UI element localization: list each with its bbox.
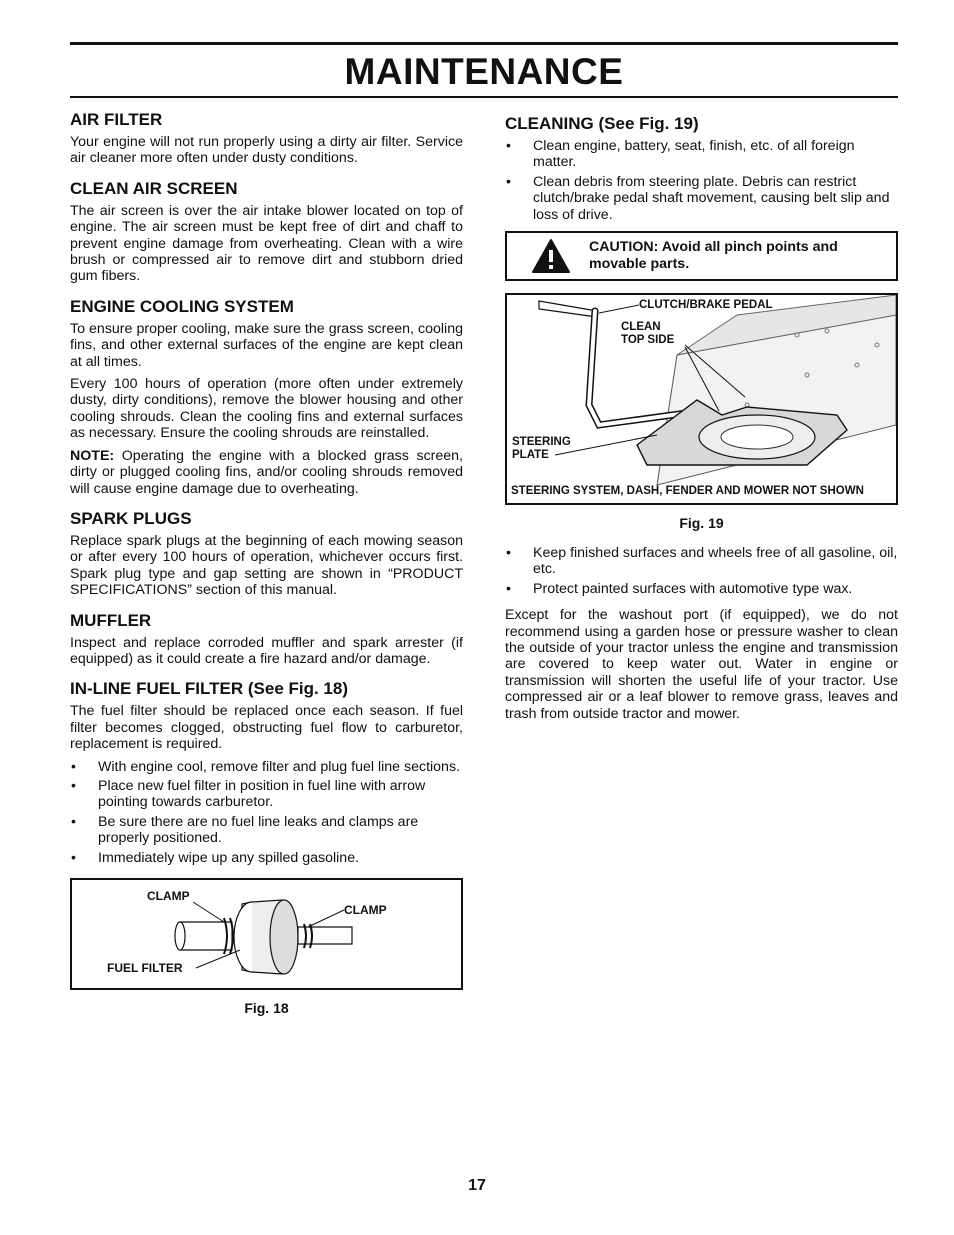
steering-plate-illustration (507, 295, 896, 503)
header-rule-bottom (70, 96, 898, 98)
section-muffler (70, 611, 463, 668)
section-text: Replace spark plugs at the beginning of each mowing season or after every 100 hours of operation, whichever occurs first. Spark plug type and gap setting are shown in “PRODUCT SPECIFICATIONS” section of this manual. (70, 532, 463, 599)
section-heading: ENGINE COOLING SYSTEM (70, 296, 294, 316)
section-heading: CLEAN AIR SCREEN (70, 178, 238, 198)
section-text: Every 100 hours of operation (more often under extremely dusty, dirty conditions), remove the blower housing and other cooling shrouds. Clean the cooling fins and external surfaces as necessary. Ensure the cooling shrouds are reinstalled. (70, 376, 463, 442)
page-number: 17 (468, 1177, 486, 1194)
section-heading: CLEANING (See Fig. 19) (505, 114, 699, 133)
list-item: • Clean debris from steering plate. Debris can restrict clutch/brake pedal shaft movement, causing belt slip and loss of drive. (506, 173, 890, 223)
list-item: • Clean engine, battery, seat, finish, etc. of all foreign matter. (506, 138, 855, 171)
section-text: Your engine will not run properly using a dirty air filter. Service air cleaner more often under dusty conditions. (70, 134, 463, 167)
label-steering-plate: STEERING PLATE (512, 436, 571, 462)
label-clamp-right: CLAMP (344, 903, 387, 917)
section-cleaning (505, 114, 898, 223)
section-text: The fuel filter should be replaced once each season. If fuel filter becomes clogged, obstructing fuel flow to carburetor, replacement is required. (70, 703, 463, 753)
section-air-filter (70, 110, 463, 167)
section-heading: MUFFLER (70, 610, 152, 630)
note-text: Operating the engine with a blocked grass screen, dirty or plugged cooling fins, and/or cooling shrouds removed will cause engine damage due to overheating. (70, 447, 463, 497)
list-item: • Be sure there are no fuel line leaks and clamps are properly positioned. (71, 813, 419, 847)
label-clean-top-side: CLEAN TOP SIDE (621, 321, 675, 347)
closing-paragraph: Except for the washout port (if equipped), we do not recommend using a garden hose or pressure washer to clean the outside of your tractor unless the engine and transmission are covered to keep water out. Water in engine or transmission will shorten the useful life of your tractor. Use compressed air or a leaf blower to remove grass, leaves and trash from outside tractor and mower. (505, 607, 898, 722)
label-fuel-filter: FUEL FILTER (107, 961, 183, 975)
note-paragraph (70, 448, 463, 497)
list-item: • Protect painted surfaces with automotive type wax. (506, 580, 853, 597)
figure-18-caption: Fig. 18 (244, 1000, 289, 1016)
page-title: MAINTENANCE (344, 51, 624, 92)
left-column (70, 110, 463, 1016)
section-heading: IN-LINE FUEL FILTER (See Fig. 18) (70, 679, 349, 699)
section-clean-air-screen (70, 179, 463, 285)
right-column (505, 114, 898, 728)
note-label: NOTE: (70, 447, 115, 464)
header-rule-top (70, 42, 898, 45)
section-spark-plugs (70, 509, 463, 599)
figure-19-caption: Fig. 19 (679, 515, 724, 532)
caution-box (505, 231, 898, 281)
section-engine-cooling (70, 297, 463, 497)
fuel-filter-bullets (70, 759, 463, 866)
list-item: • Immediately wipe up any spilled gasoline. (71, 849, 360, 866)
figure-18 (70, 878, 463, 990)
finish-bullets (505, 545, 898, 597)
section-text: The air screen is over the air intake blower located on top of engine. The air screen must be kept free of dirt and chaff to prevent engine damage from overheating. Clean with a wire brush or compressed air to remove dirt and stubborn dried gum fibers. (70, 202, 463, 285)
list-item: • Keep finished surfaces and wheels free of all gasoline, oil, etc. (506, 545, 898, 578)
section-heading: SPARK PLUGS (70, 508, 192, 528)
cleaning-bullets (505, 138, 898, 223)
section-fuel-filter (70, 679, 463, 866)
section-text: Inspect and replace corroded muffler and spark arrester (if equipped) as it could create a fire hazard and/or damage. (70, 634, 463, 667)
warning-icon (531, 238, 571, 274)
list-item: • Place new fuel filter in position in fuel line with arrow pointing towards carburetor. (71, 777, 426, 811)
label-clamp-left: CLAMP (147, 889, 190, 903)
section-text: To ensure proper cooling, make sure the grass screen, cooling fins, and other external surfaces of the engine are kept clean at all times. (70, 320, 463, 370)
caution-text: CAUTION: Avoid all pinch points and movable parts. (589, 239, 838, 273)
section-heading: AIR FILTER (70, 110, 163, 129)
list-item: • With engine cool, remove filter and plug fuel line sections. (71, 758, 460, 775)
fig19-footer-note: STEERING SYSTEM, DASH, FENDER AND MOWER NOT SHOWN (511, 485, 864, 498)
label-clutch-brake-pedal: CLUTCH/BRAKE PEDAL (639, 299, 773, 312)
figure-19 (505, 293, 898, 505)
